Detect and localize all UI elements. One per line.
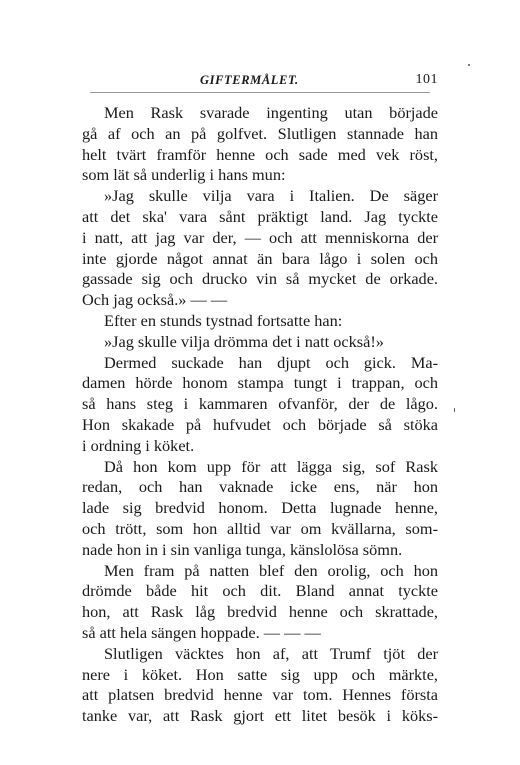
header-rule xyxy=(90,92,430,93)
text-line: som lät så underlig i hans mun: xyxy=(82,165,286,185)
text-line: Efter en stunds tystnad fortsatte han: xyxy=(104,310,343,330)
text-line: damen hörde honom stampa tungt i trappan, och xyxy=(82,373,438,393)
paper-speck xyxy=(454,408,455,412)
text-line: lade sig bredvid honom. Detta lugnade henne, xyxy=(82,498,438,518)
text-line: hon, att Rask låg bredvid henne och skrattade, xyxy=(82,602,438,622)
text-line: tanke var, att Rask gjort ett litet besök i köks- xyxy=(82,706,438,726)
text-line: Och jag också.» — — xyxy=(82,290,228,310)
text-line: att platsen bredvid henne var tom. Hennes första xyxy=(82,685,438,705)
text-line: inte gjorde något annat än bara lågo i solen och xyxy=(82,248,438,268)
text-line: så hans steg i kammaren ofvanför, der de lågo. xyxy=(82,394,438,414)
text-line: Hon skakade på hufvudet och började så stöka xyxy=(82,414,438,434)
text-line: nade hon in i sin vanliga tunga, känslolösa sömn. xyxy=(82,539,403,559)
text-line: gå af och an på golfvet. Slutligen stannade han xyxy=(82,123,438,143)
paper-speck xyxy=(468,64,470,66)
text-line: helt tvärt framför henne och sade med vek röst, xyxy=(82,144,438,164)
text-line: Slutligen väcktes hon af, att Trumf tjöt der xyxy=(104,643,438,663)
text-line: drömde både hit och dit. Bland annat tyckte xyxy=(82,581,438,601)
text-line: gassade sig och drucko vin så mycket de orkade. xyxy=(82,269,438,289)
text-line: redan, och han vaknade icke ens, när hon xyxy=(82,477,438,497)
text-line: Men Rask svarade ingenting utan började xyxy=(104,103,438,122)
text-line: Dermed suckade han djupt och gick. Ma- xyxy=(104,352,438,372)
text-line: Då hon kom upp för att lägga sig, sof Rask xyxy=(104,456,438,476)
text-line: i ordning i köket. xyxy=(82,435,195,455)
body-text xyxy=(82,103,438,727)
text-line: så att hela sängen hoppade. — — — xyxy=(82,622,321,642)
page-number: 101 xyxy=(415,72,438,87)
text-line: »Jag skulle vilja drömma det i natt också!» xyxy=(104,331,384,351)
text-line: Men fram på natten blef den orolig, och hon xyxy=(104,560,438,580)
text-line: nere i köket. Hon satte sig upp och märkte, xyxy=(82,664,438,684)
text-line: att det ska' vara sånt präktigt land. Jag tyckte xyxy=(82,206,438,226)
running-head: GIFTERMÅLET. xyxy=(200,73,299,87)
text-line: och trött, som hon alltid var om kvällarna, som- xyxy=(82,518,438,538)
text-line: i natt, att jag var der, — och att menniskorna der xyxy=(82,227,438,247)
text-line: »Jag skulle vilja vara i Italien. De säger xyxy=(104,186,438,206)
